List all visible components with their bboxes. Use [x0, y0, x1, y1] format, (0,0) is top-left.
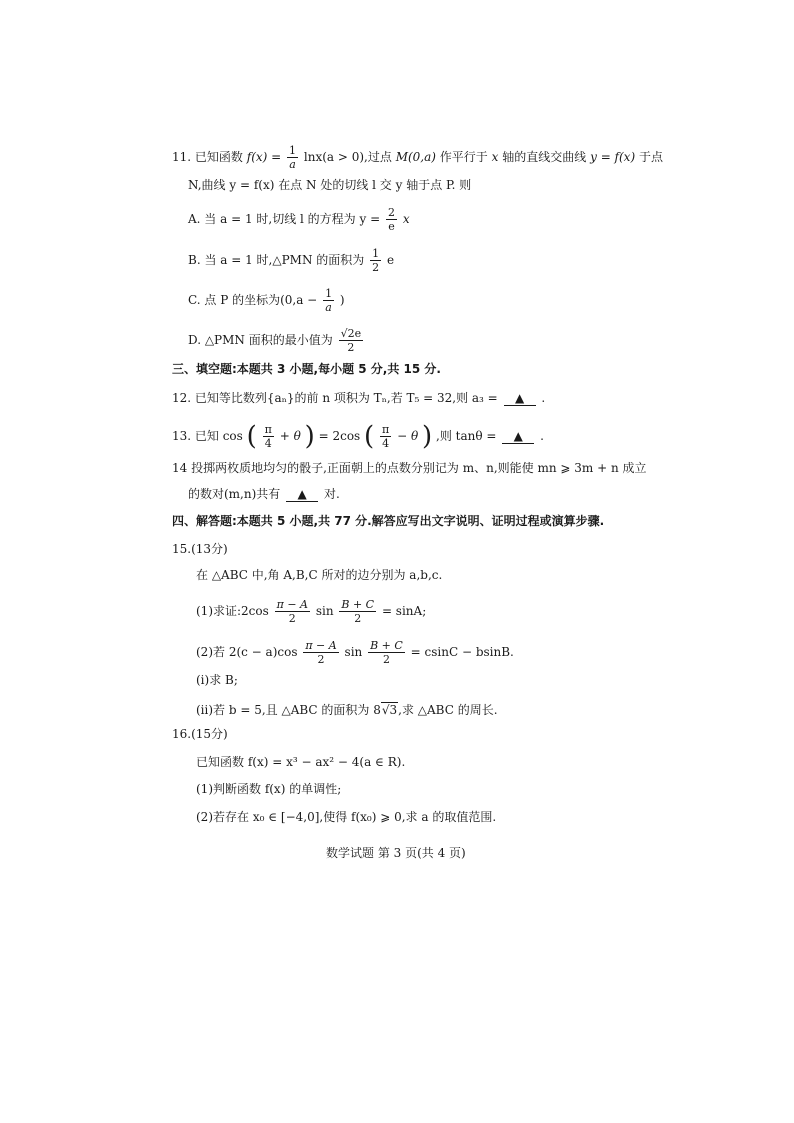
q16-heading: 16.(15分)	[172, 727, 228, 741]
section-heading-fill-in: 三、填空题:本题共 3 小题,每小题 5 分,共 15 分.	[172, 362, 441, 376]
q16-part2: (2)若存在 x₀ ∈ [−4,0],使得 f(x₀) ⩾ 0,求 a 的取值范围.	[196, 810, 497, 824]
q15-heading: 15.(13分)	[172, 542, 228, 556]
q13: 13. 已知 cos ( $\frac{\pi}{4}$ + θ ) = 2cos ( $\frac{\pi}{4}$ − θ ) ,则 tanθ = ▲ .	[172, 421, 544, 452]
section-heading-solutions: 四、解答题:本题共 5 小题,共 77 分.解答应写出文字说明、证明过程或演算步骤.	[172, 514, 605, 528]
q15-intro: 在 △ABC 中,角 A,B,C 所对的边分别为 a,b,c.	[196, 568, 443, 582]
q14-line2: 的数对(m,n)共有 ▲ 对.	[188, 487, 340, 501]
q11-option-a: A. 当 a = 1 时,切线 l 的方程为 y = $\frac{2}{e}$ x	[188, 206, 410, 233]
answer-blank: ▲	[504, 392, 536, 406]
q15-part1: (1)求证:2cos $\frac{\pi - A}{2}$ sin $\frac{B + C}{2}$ = sinA;	[196, 598, 427, 625]
q14-line1: 14 投掷两枚质地均匀的骰子,正面朝上的点数分别记为 m、n,则能使 mn ⩾ 3m + n 成立	[172, 461, 647, 475]
q16-part1: (1)判断函数 f(x) 的单调性;	[196, 782, 342, 796]
q11-number: 11.	[172, 150, 192, 164]
page-footer: 数学试题 第 3 页(共 4 页)	[326, 846, 466, 860]
q11-option-d: D. △PMN 面积的最小值为 $\frac{√2e}{2}$	[188, 327, 362, 354]
q11-fraction: $\frac{1}{a}$	[289, 144, 297, 171]
q12: 12. 已知等比数列{aₙ}的前 n 项积为 Tₙ,若 T₅ = 32,则 a₃ = ▲ .	[172, 391, 546, 405]
q11-line1: 11. 已知函数 f(x) = $\frac{1}{a}$ lnx(a > 0),过点 M(0,a) 作平行于 x 轴的直线交曲线 y = f(x) 于点	[172, 144, 663, 171]
answer-blank: ▲	[286, 488, 318, 502]
q15-sub-i: (ⅰ)求 B;	[196, 673, 238, 687]
q11-option-b: B. 当 a = 1 时,△PMN 的面积为 $\frac{1}{2}$ e	[188, 247, 395, 274]
q15-sub-ii: (ⅱ)若 b = 5,且 △ABC 的面积为 8√3,求 △ABC 的周长.	[196, 703, 498, 717]
q15-part2: (2)若 2(c − a)cos $\frac{\pi - A}{2}$ sin $\frac{B + C}{2}$ = csinC − bsinB.	[196, 639, 514, 666]
q11-option-c: C. 点 P 的坐标为(0,a − $\frac{1}{a}$ )	[188, 287, 345, 314]
answer-blank: ▲	[502, 430, 534, 444]
q16-intro: 已知函数 f(x) = x³ − ax² − 4(a ∈ R).	[196, 755, 406, 769]
q11-line2: N,曲线 y = f(x) 在点 N 处的切线 l 交 y 轴于点 P. 则	[188, 178, 472, 192]
